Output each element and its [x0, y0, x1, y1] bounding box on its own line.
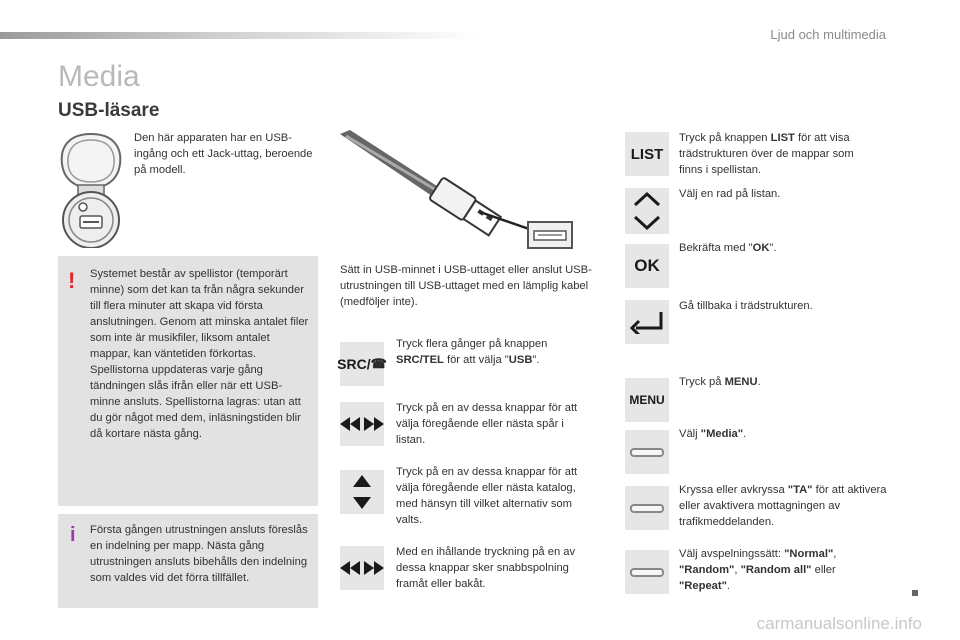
- select-bar-icon: [625, 430, 669, 474]
- page-dot: [912, 590, 918, 596]
- usb-instruction-text: Sätt in USB-minnet i USB-uttaget eller anslut USB-utrustningen till USB-uttaget med en lämplig kabel (medföljer inte).: [340, 264, 592, 308]
- up-down-arrows-text: Tryck på en av dessa knappar för att välja föregående eller nästa katalog, med hänsyn till vilket alternativ som valts.: [396, 466, 578, 526]
- prev-next-track-text: Tryck på en av dessa knappar för att välja föregående eller nästa spår i listan.: [396, 402, 578, 446]
- section-header: Ljud och multimedia: [770, 27, 886, 42]
- return-arrow-icon: [625, 300, 669, 344]
- ok-button-icon: OK: [625, 244, 669, 288]
- info-text: Första gången utrustningen ansluts föreslås en indelning per mapp. Nästa gång utrustningen ansluts bibehålls den indelning som valdes vid det förra tillfället.: [90, 524, 308, 584]
- prev-next-track-icon: [340, 402, 384, 446]
- header-gradient-bar: [0, 32, 480, 39]
- usb-port-illustration-icon: [56, 130, 126, 253]
- exclamation-icon: !: [68, 268, 76, 293]
- info-icon: i: [70, 524, 76, 546]
- intro-text: Den här apparaten har en USB-ingång och ett Jack-uttag, beroende på modell.: [134, 132, 313, 176]
- select-media-text: Välj "Media".: [679, 428, 747, 440]
- toggle-ta-text: Kryssa eller avkryssa "TA" för att aktivera eller avaktivera mottagningen av trafikmeddelanden.: [679, 484, 887, 528]
- ok-text: Bekräfta med "OK".: [679, 242, 777, 254]
- select-bar-icon: [625, 550, 669, 594]
- src-tel-text: Tryck flera gånger på knappen SRC/TEL för att välja "USB".: [396, 338, 548, 366]
- playback-mode-text: Välj avspelningssätt: "Normal", "Random", "Random all" eller "Repeat".: [679, 548, 837, 592]
- menu-text: Tryck på MENU.: [679, 376, 761, 388]
- up-down-arrows-icon: [340, 470, 384, 514]
- src-tel-button-icon: SRC/ ☎: [340, 342, 384, 386]
- warning-text: Systemet består av spellistor (temporärt minne) som det kan ta från några sekunder till flera minuter att skapa vid första anslutningen. Genom att minska antalet filer som inte är musikfiler, liksom antalet mappar, kan väntetiden förkortas. Spellistorna uppdateras varje gång tändningen slås ifrån eller när ett USB-minne ansluts. Spellistorna lagras: utan att du gör något med dem, inläsningstiden blir då kortare nästa gång.: [90, 268, 309, 440]
- fast-rewind-forward-text: Med en ihållande tryckning på en av dessa knappar sker snabbspolning framåt eller bakåt.: [396, 546, 576, 590]
- fast-rewind-forward-icon: [340, 546, 384, 590]
- return-text: Gå tillbaka i trädstrukturen.: [679, 300, 813, 312]
- page-title: Media: [58, 60, 140, 93]
- up-down-chevron-icon: [625, 188, 669, 234]
- page-subtitle: USB-läsare: [58, 100, 160, 121]
- info-box: [58, 514, 318, 608]
- select-bar-icon: [625, 486, 669, 530]
- list-button-icon: LIST: [625, 132, 669, 176]
- list-text: Tryck på knappen LIST för att visa trädstrukturen över de mappar som finns i spellistan.: [679, 132, 854, 176]
- usb-stick-illustration-icon: [340, 130, 580, 257]
- watermark: carmanualsonline.info: [756, 614, 922, 633]
- warning-box: [58, 256, 318, 506]
- select-row-text: Välj en rad på listan.: [679, 188, 781, 200]
- menu-button-icon: MENU: [625, 378, 669, 422]
